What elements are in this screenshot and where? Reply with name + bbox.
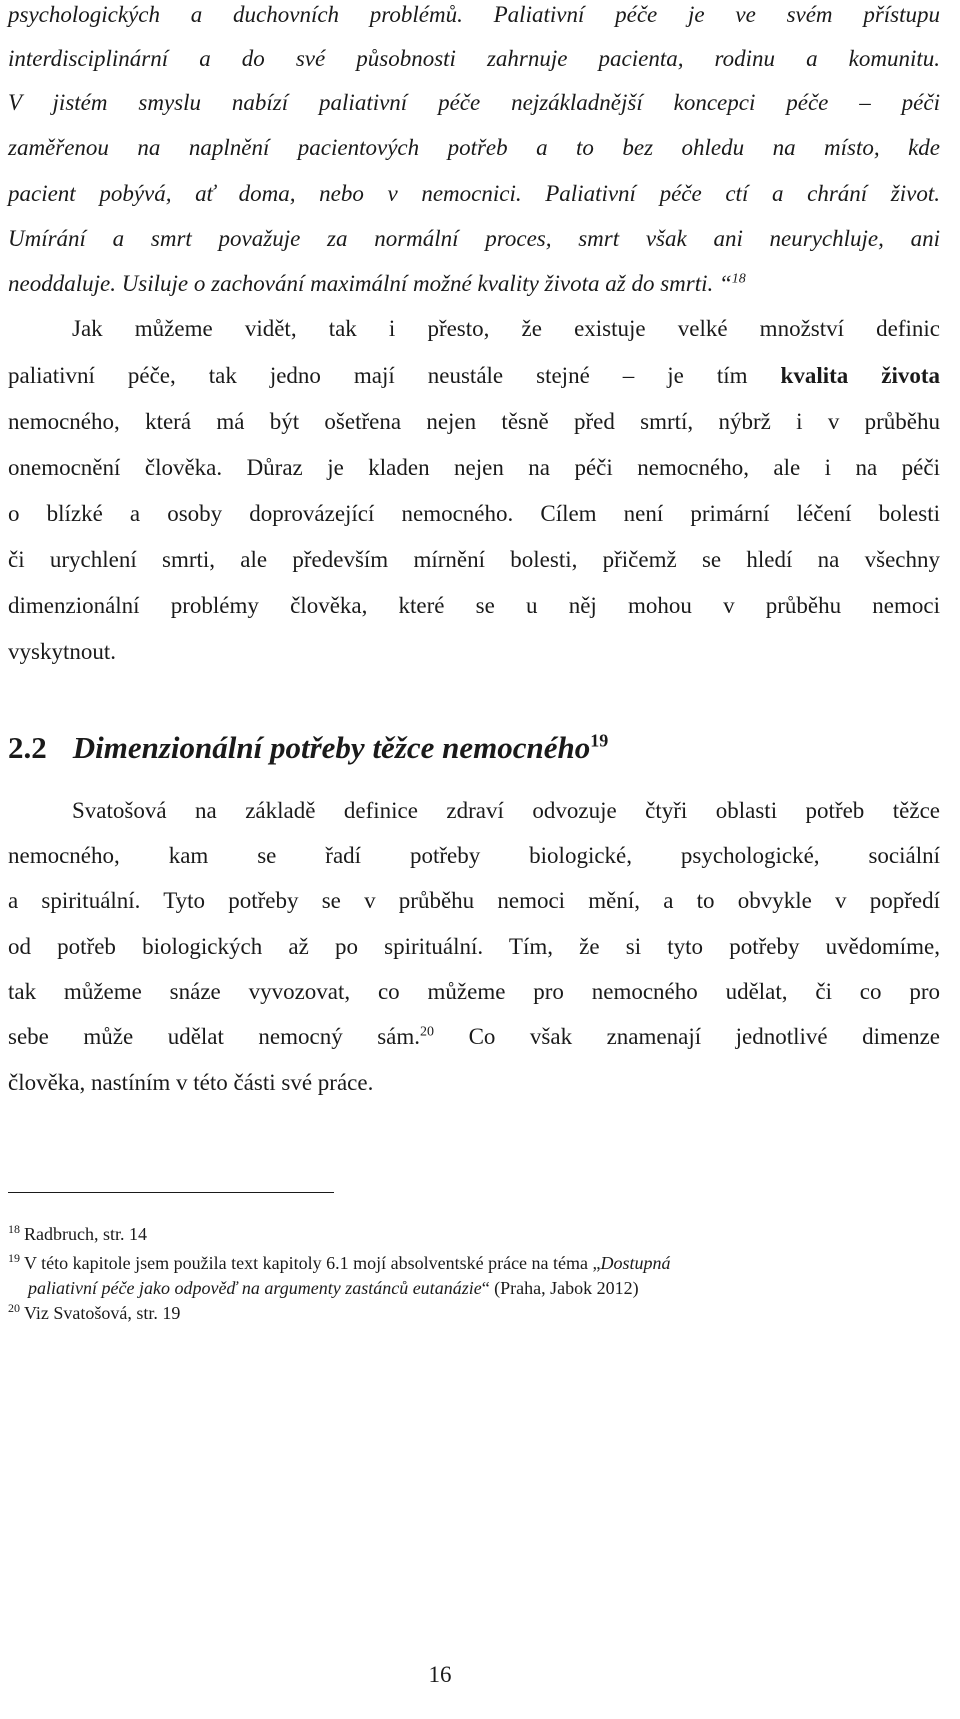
text-line: paliativní péče, tak jedno mají neustále stejné – je tím kvalita života — [8, 363, 941, 388]
text-line: onemocnění člověka. Důraz je kladen nejen na péči nemocného, ale i na péči — [8, 455, 940, 480]
text-line: sebe může udělat nemocný sám.$^{20}$ Co však znamenají jednotlivé dimenze — [8, 1024, 941, 1049]
text-line: dimenzionální problémy člověka, které se u něj mohou v průběhu nemoci — [8, 593, 940, 618]
footnote-ref: 20 — [420, 1024, 435, 1040]
text-line: zaměřenou na naplnění pacientových potřeb a to bez ohledu na místo, kde — [8, 135, 940, 160]
text-line: o blízké a osoby doprovázející nemocného. Cílem není primární léčení bolesti — [8, 501, 940, 526]
text-line: člověka, nastíním v této části své práce. — [8, 1070, 374, 1095]
footnote-20: $^{20}$ Viz Svatošová, str. 19 — [8, 1301, 181, 1323]
text-line: nemocného, která má být ošetřena nejen těsně před smrtí, nýbrž i v průběhu — [8, 409, 940, 434]
text-line: a spirituální. Tyto potřeby se v průběhu nemoci mění, a to obvykle v popředí — [8, 888, 940, 913]
text-line: či urychlení smrti, ale především mírnění bolesti, přičemž se hledí na všechny — [8, 547, 940, 572]
section-heading — [8, 718, 948, 778]
text-line: Umírání a smrt považuje za normální proces, smrt však ani neurychluje, ani — [8, 226, 940, 251]
text-line: interdisciplinární a do své působnosti zahrnuje pacienta, rodinu a komunitu. — [8, 46, 940, 71]
footnote-19: $^{19}$ V této kapitole jsem použila text kapitoly 6.1 mojí absolventské práce na téma „Dostupná — [8, 1251, 671, 1273]
footnote-18: $^{18}$ Radbruch, str. 14 — [8, 1222, 147, 1244]
footnote-separator — [8, 1192, 334, 1193]
page-number: 16 — [428, 1662, 452, 1687]
footnote-19-continued: paliativní péče jako odpověď na argumenty zastánců eutanázie“ (Praha, Jabok 2012) — [28, 1278, 639, 1298]
text-line: Svatošová na základě definice zdraví odvozuje čtyři oblasti potřeb těžce — [72, 798, 940, 823]
text-line: neoddaluje. Usiluje o zachování maximální možné kvality života až do smrti. “$^{18}$ — [8, 271, 746, 296]
text-line: tak můžeme snáze vyvozovat, co můžeme pro nemocného udělat, či co pro — [8, 979, 940, 1004]
bold-phrase: kvalita života — [780, 363, 941, 388]
text-line: Jak můžeme vidět, tak i přesto, že existuje velké množství definic — [72, 316, 940, 341]
text-line: psychologických a duchovních problémů. Paliativní péče je ve svém přístupu — [8, 2, 940, 27]
footnote-ref: 18 — [731, 271, 746, 287]
section-title: Dimenzionální potřeby těžce nemocného — [72, 730, 591, 765]
text-line: vyskytnout. — [8, 639, 116, 664]
section-number: 2.2 — [8, 730, 47, 765]
text-line: V jistém smyslu nabízí paliativní péče nejzákladnější koncepci péče – péči — [8, 90, 940, 115]
text-line: nemocného, kam se řadí potřeby biologické, psychologické, sociální — [8, 843, 940, 868]
footnote-ref: 19 — [590, 730, 609, 751]
text-line: pacient pobývá, ať doma, nebo v nemocnici. Paliativní péče ctí a chrání život. — [8, 181, 940, 206]
text-line: od potřeb biologických až po spirituální. Tím, že si tyto potřeby uvědomíme, — [8, 934, 940, 959]
